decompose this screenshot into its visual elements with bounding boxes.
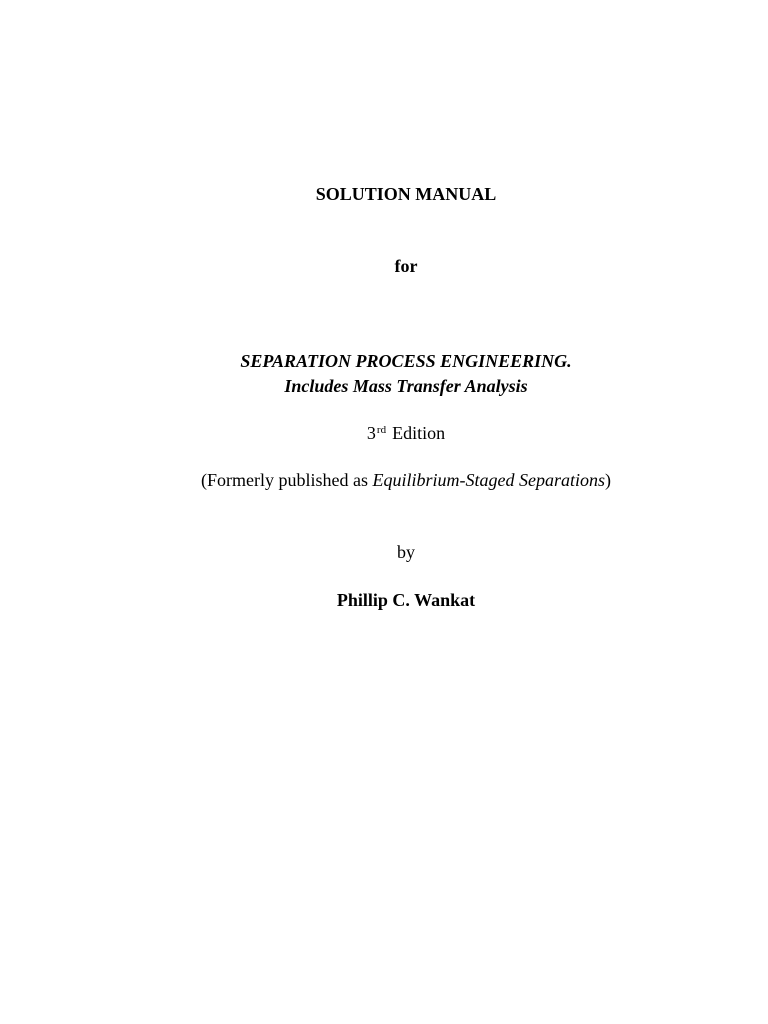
edition-label: Edition <box>392 423 446 443</box>
edition-line <box>0 422 768 444</box>
formerly-published-line <box>0 469 768 491</box>
for-word: for <box>394 256 418 276</box>
book-subtitle: Includes Mass Transfer Analysis <box>284 376 528 396</box>
author-name: Phillip C. Wankat <box>336 590 476 610</box>
book-title: SEPARATION PROCESS ENGINEERING. <box>240 351 572 371</box>
by-word: by <box>397 542 415 562</box>
formerly-prefix: (Formerly published as <box>201 470 373 490</box>
edition-number: 3 <box>366 423 376 443</box>
document-heading: SOLUTION MANUAL <box>315 184 497 204</box>
edition-ordinal-suffix: rd <box>376 424 387 436</box>
former-title: Equilibrium-Staged Separations <box>372 470 605 490</box>
formerly-suffix: ) <box>604 470 611 490</box>
